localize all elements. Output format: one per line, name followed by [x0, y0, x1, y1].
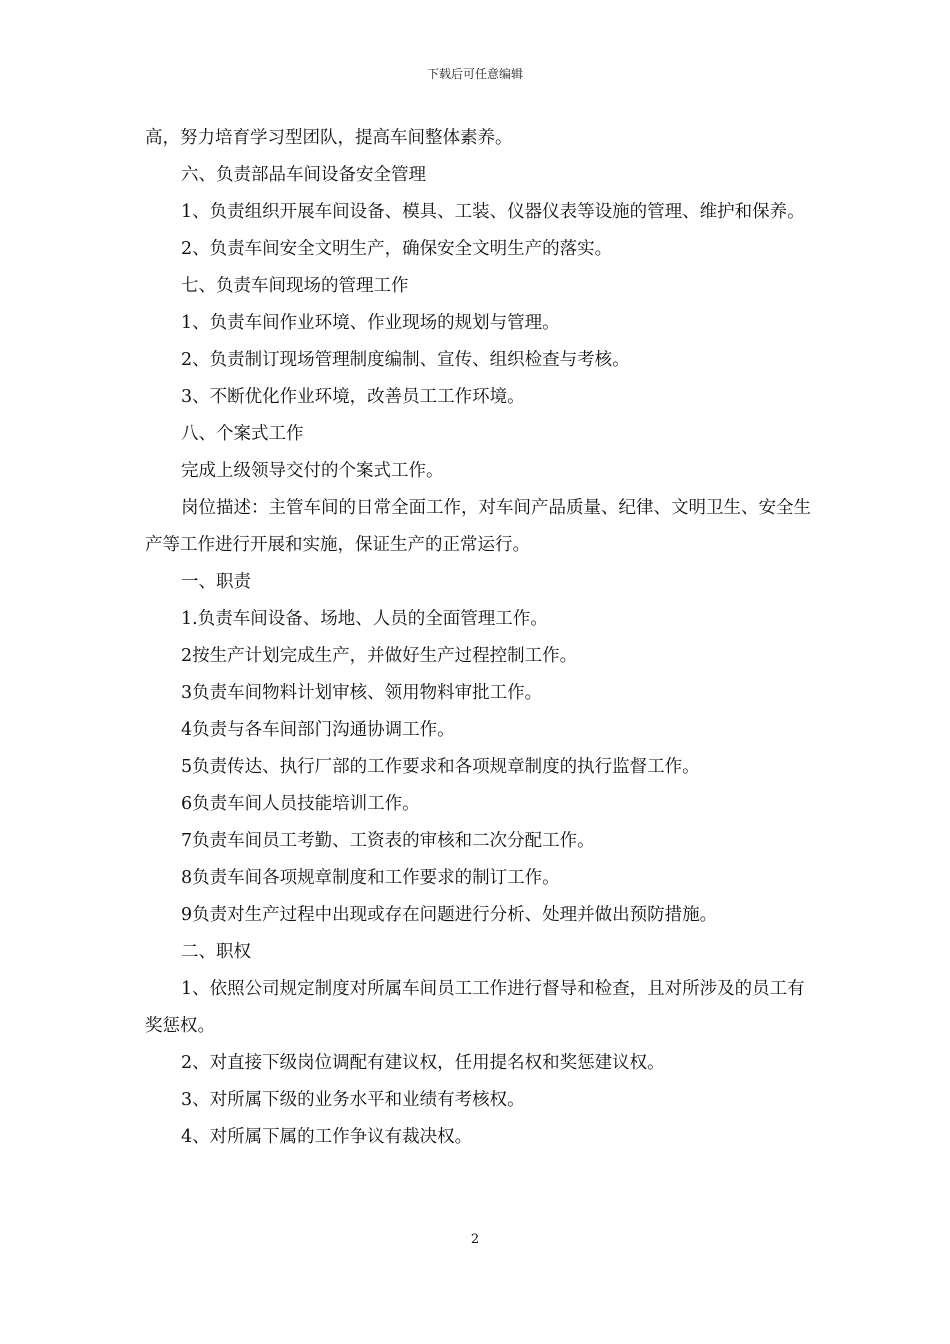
paragraph: 1、负责组织开展车间设备、模具、工装、仪器仪表等设施的管理、维护和保养。 [181, 202, 805, 222]
paragraph: 2、负责车间安全文明生产，确保安全文明生产的落实。 [181, 239, 613, 259]
paragraph: 1、依照公司规定制度对所属车间员工工作进行督导和检查，且对所涉及的员工有奖惩权。 [145, 979, 805, 1036]
list-item: 5负责传达、执行厂部的工作要求和各项规章制度的执行监督工作。 [181, 757, 700, 777]
section-heading: 六、负责部品车间设备安全管理 [181, 165, 426, 185]
paragraph: 3、对所属下级的业务水平和业绩有考核权。 [181, 1090, 525, 1110]
section-heading: 七、负责车间现场的管理工作 [181, 276, 409, 296]
list-item: 8负责车间各项规章制度和工作要求的制订工作。 [181, 868, 560, 888]
list-item: 9负责对生产过程中出现或存在问题进行分析、处理并做出预防措施。 [181, 905, 718, 925]
paragraph: 2、对直接下级岗位调配有建议权，任用提名权和奖惩建议权。 [181, 1053, 665, 1073]
list-item: 6负责车间人员技能培训工作。 [181, 794, 420, 814]
document-body [145, 120, 820, 1156]
section-heading: 八、个案式工作 [181, 424, 304, 444]
list-item: 4负责与各车间部门沟通协调工作。 [181, 720, 455, 740]
paragraph: 2、负责制订现场管理制度编制、宣传、组织检查与考核。 [181, 350, 630, 370]
section-heading: 一、职责 [181, 572, 251, 592]
paragraph: 完成上级领导交付的个案式工作。 [181, 461, 444, 481]
paragraph: 高，努力培育学习型团队，提高车间整体素养。 [145, 128, 513, 148]
section-heading: 二、职权 [181, 942, 251, 962]
list-item: 2按生产计划完成生产，并做好生产过程控制工作。 [181, 646, 578, 666]
page-header: 下载后可任意编辑 [426, 67, 523, 81]
paragraph: 3、不断优化作业环境，改善员工工作环境。 [181, 387, 525, 407]
page-number: 2 [470, 1232, 480, 1247]
paragraph: 岗位描述：主管车间的日常全面工作，对车间产品质量、纪律、文明卫生、安全生产等工作进行开展和实施，保证生产的正常运行。 [145, 498, 811, 555]
list-item: 7负责车间员工考勤、工资表的审核和二次分配工作。 [181, 831, 595, 851]
list-item: 1.负责车间设备、场地、人员的全面管理工作。 [181, 609, 548, 629]
paragraph: 4、对所属下属的工作争议有裁决权。 [181, 1127, 473, 1147]
list-item: 3负责车间物料计划审核、领用物料审批工作。 [181, 683, 543, 703]
paragraph: 1、负责车间作业环境、作业现场的规划与管理。 [181, 313, 560, 333]
